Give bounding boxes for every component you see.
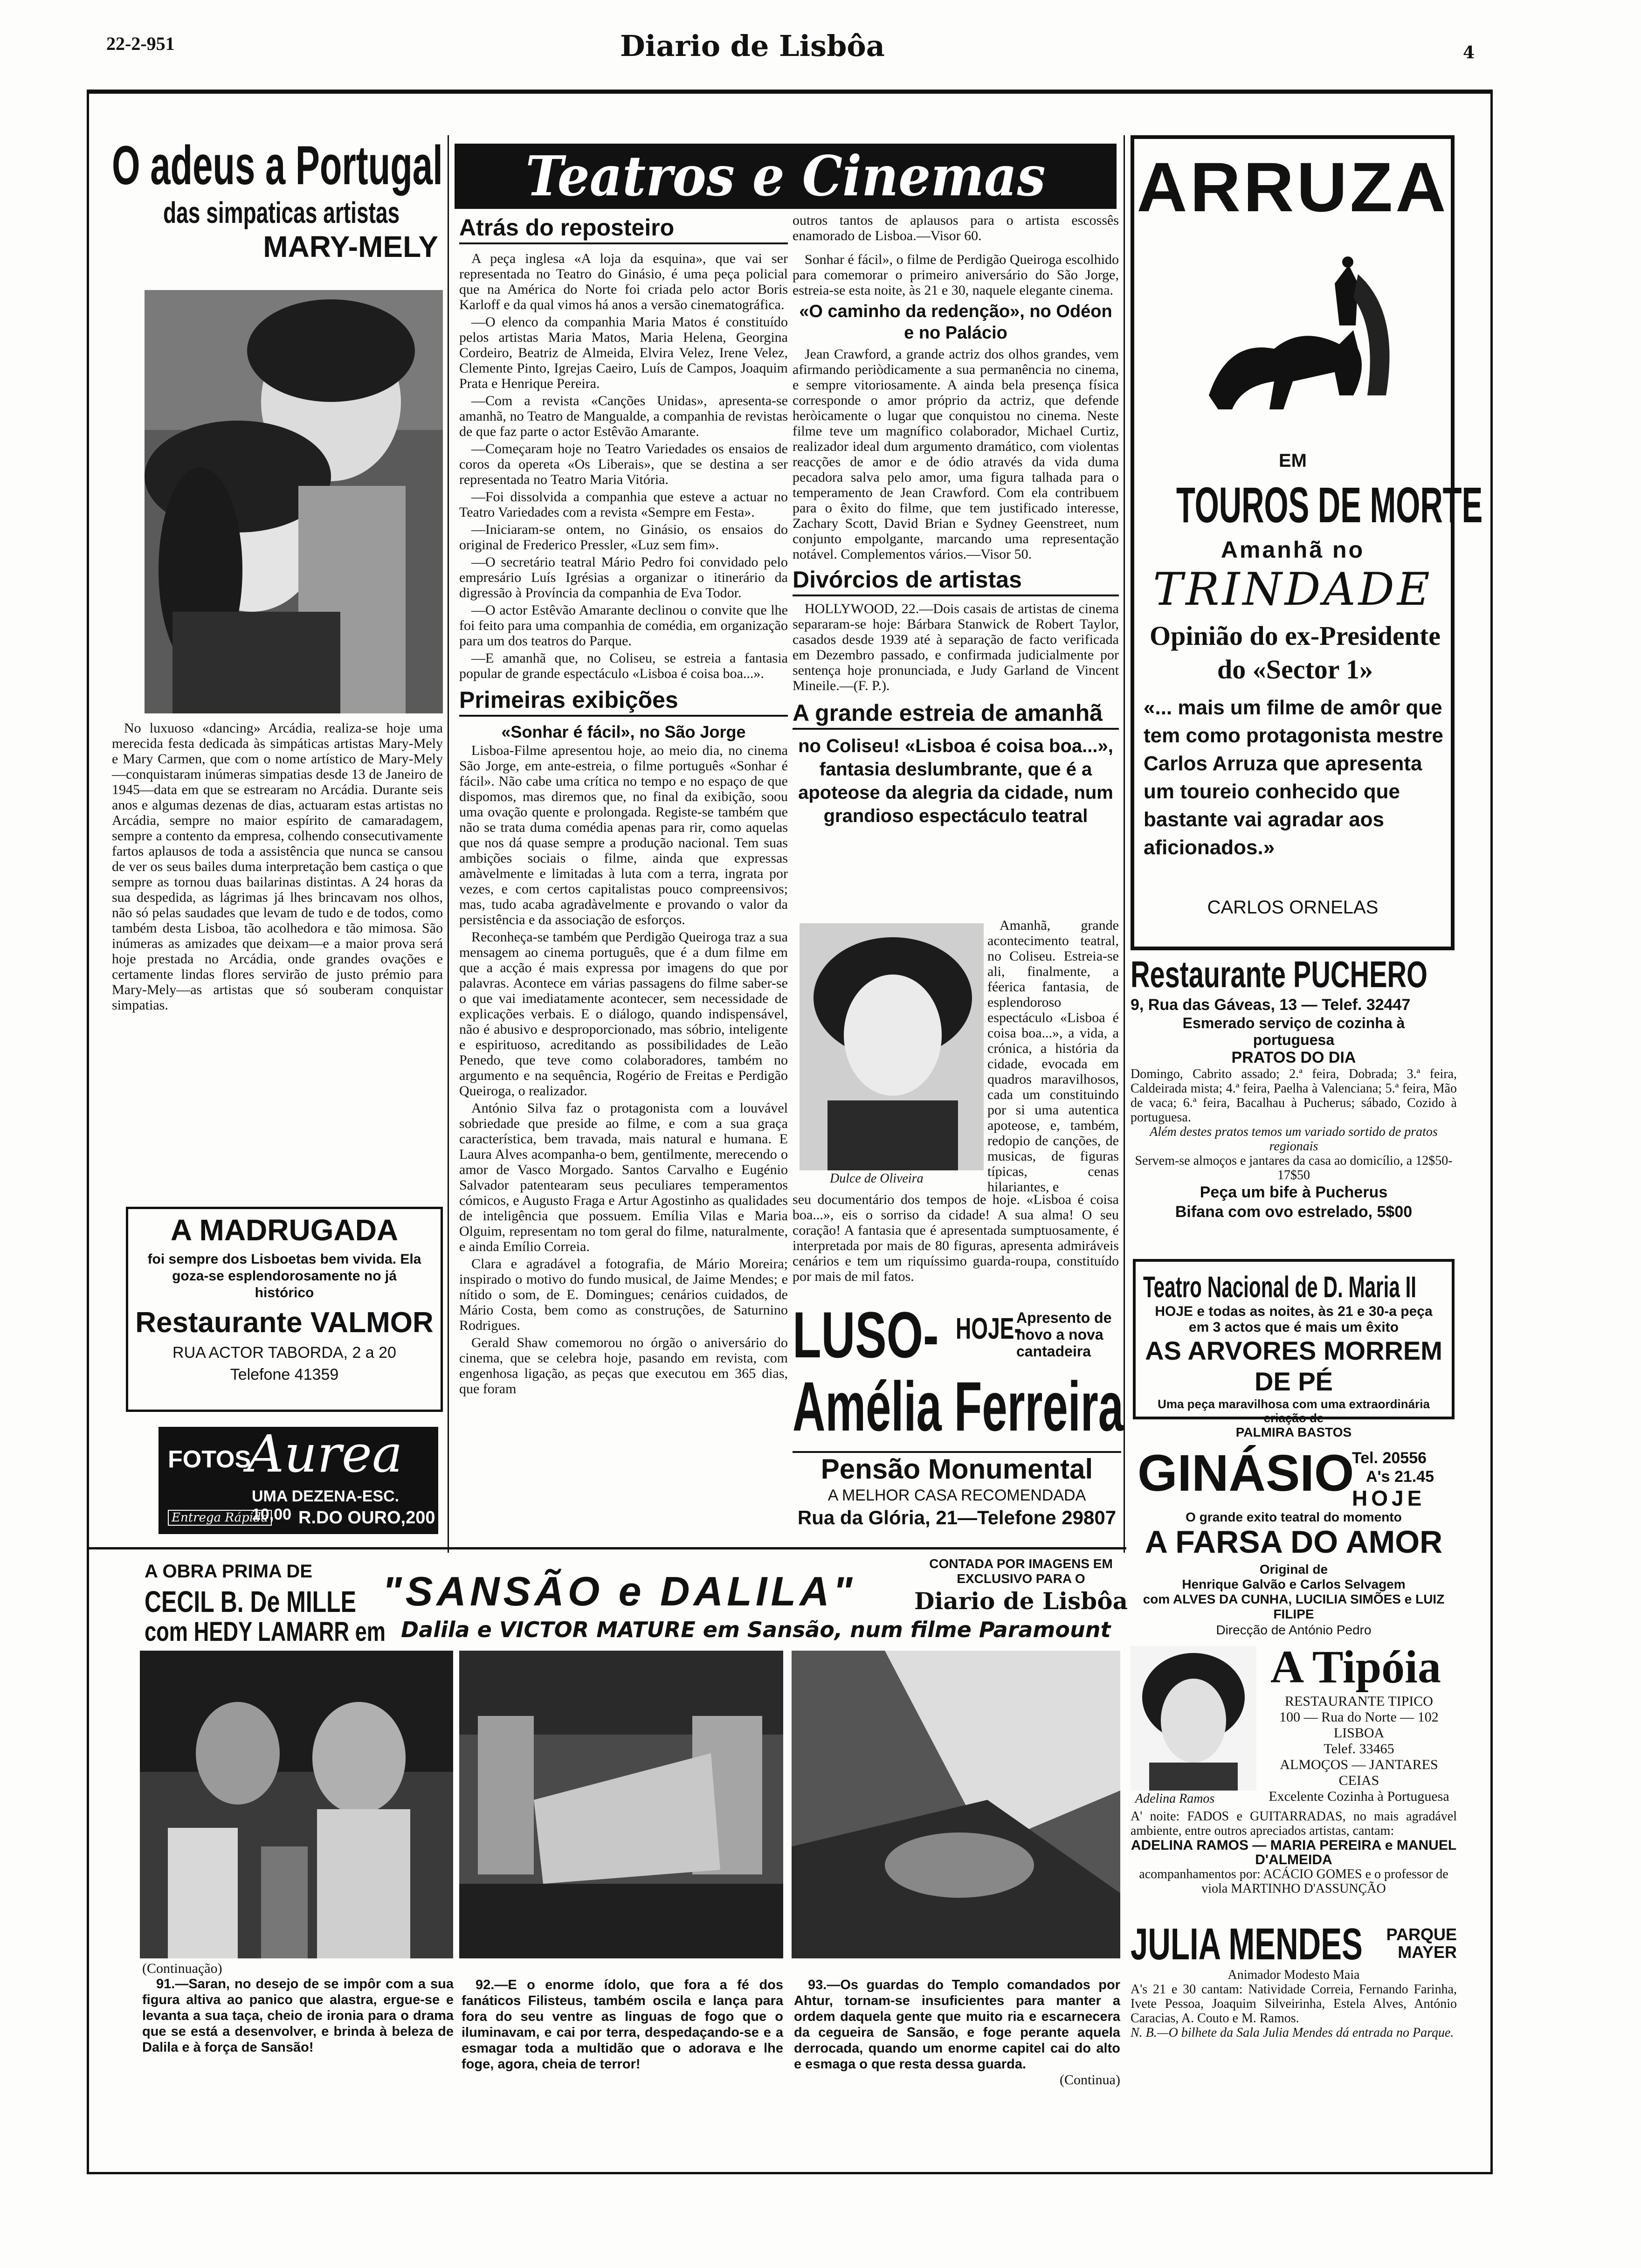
fotos-tag: Entrega Rápida xyxy=(168,1510,272,1526)
adeus-headline: O adeus a Portugal xyxy=(112,135,443,196)
sansao-photo-93-image xyxy=(792,1651,1120,1958)
sansao-sub: Dalila e VICTOR MATURE em Sansão, num filme Paramount xyxy=(401,1617,1111,1642)
madrugada-phone: Telefone 41359 xyxy=(230,1366,339,1383)
sansao-photo-91 xyxy=(140,1651,453,1958)
tipoia-l5: ALMOÇOS — JANTARES xyxy=(1280,1757,1438,1772)
madrugada-restaurant: Restaurante VALMOR xyxy=(135,1307,434,1339)
dmaria-title: Teatro Nacional de D. Maria II xyxy=(1143,1270,1417,1304)
col3-redencao-title: «O caminho da redenção», no Odéon e no Palácio xyxy=(799,302,1112,343)
puchero-service: Esmerado serviço de cozinha à portuguesa xyxy=(1182,1015,1405,1048)
col3-p0: outros tantos de aplausos para o artista escossês enamorado de Lisboa.—Visor 60. xyxy=(793,213,1119,243)
luso-ad xyxy=(793,1298,1124,1448)
sansao-continuacao: (Continuação) xyxy=(142,1961,222,1976)
tipoia-ad xyxy=(1131,1641,1457,1916)
page-number: 4 xyxy=(1463,43,1475,62)
ginasio-time: A's 21.45 xyxy=(1366,1468,1434,1486)
arruza-em: EM xyxy=(1279,450,1307,471)
col3-lower-text xyxy=(793,1192,1119,1286)
ginasio-play: A FARSA DO AMOR xyxy=(1145,1524,1443,1560)
fotos-line1: UMA DEZENA-ESC. 10,00 xyxy=(252,1487,400,1523)
primeiras-p5: Gerald Shaw comemorou no órgão o aniversário do cinema, que se celebra hoje, pasando em revista, com engenhosa ligação, as peças que executou em 365 dias, que foram xyxy=(459,1335,788,1397)
reposteiro-p5: —Foi dissolvida a companhia que esteve a actuar no Teatro Variedades com a revista «Sempre em Festa». xyxy=(459,489,788,520)
arruza-quote: «... mais um filme de amôr que tem como protagonista mestre Carlos Arruza que apresenta um toureio conhecido que bastante vai agradar aos aficionados.» xyxy=(1144,696,1444,859)
primeiras-title: Primeiras exibições xyxy=(459,685,788,717)
reposteiro-p9: —E amanhã que, no Coliseu, se estreia a fantasia popular de grande espectáculo «Lisboa é coisa boa...». xyxy=(459,650,788,681)
col3-wrap-text xyxy=(987,918,1119,1196)
luso-hoje: HOJE- xyxy=(956,1312,1021,1345)
dmaria-play: AS ARVORES MORREM DE PÉ xyxy=(1145,1336,1442,1396)
col3-p5: seu documentário dos tempos de hoje. «Lisboa é coisa boa...», eis o sorriso da cidade! A sua alma! O seu coração! A fantasia que é apresentada sumptuosamente, é interpretada por mais de 80 figuras, apresenta admiráveis cenários e tem um riquíssimo guarda-roupa, constituído por mais de mil fatos. xyxy=(793,1192,1119,1284)
arruza-opiniao: Opinião do ex-Presidente do «Sector 1» xyxy=(1149,621,1441,685)
arruza-ad xyxy=(1131,135,1483,950)
tipoia-l2: 100 — Rua do Norte — 102 xyxy=(1279,1709,1439,1725)
sansao-contada: CONTADA POR IMAGENS EM EXCLUSIVO PARA O xyxy=(929,1556,1113,1586)
sansao-continua: (Continua) xyxy=(1060,2072,1120,2088)
pensao-sub: A MELHOR CASA RECOMENDADA xyxy=(827,1487,1086,1504)
frame-right xyxy=(1490,90,1493,2174)
page-date: 22-2-951 xyxy=(106,33,175,54)
sansao-header xyxy=(140,1553,1128,1647)
sansao-title: "SANSÃO e DALILA" xyxy=(382,1568,856,1614)
tipoia-title: A Tipóia xyxy=(1270,1641,1441,1693)
fotos-brand: FOTOS xyxy=(168,1446,251,1473)
primeiras-p4: Clara e agradável a fotografia, de Mário Moreira; inspirado o motivo do fundo musical, de Jaime Mendes; e nítido o som, de E. Domingues; cenários cuidados, de Mário Costa, bem como as construções, de Saturnino Rodrigues. xyxy=(459,1256,788,1333)
puchero-title: Restaurante PUCHERO xyxy=(1131,954,1427,995)
adeus-body xyxy=(112,720,443,1015)
puchero-address: 9, Rua das Gáveas, 13 — Telef. 32447 xyxy=(1131,996,1411,1014)
sansao-top-rule xyxy=(87,1547,1126,1549)
sansao-c92: 92.—E o enorme ídolo, que fora a fé dos fanáticos Filisteus, também oscila e lança para fora do seu ventre as linguas de fogo que o iluminavam, e cai por terra, despedaçando-se e a esmagar toda a multidão que o adorava e lhe foge, agora, cheia de terror! xyxy=(462,1978,783,2072)
dmaria-actor: PALMIRA BASTOS xyxy=(1235,1425,1352,1439)
masthead-rule xyxy=(87,90,1493,94)
sansao-caption-91 xyxy=(142,1961,454,2055)
col3-p1: Sonhar é fácil», o filme de Perdigão Queiroga escolhido para comemorar o primeiro aniversário do São Jorge, estreia-se esta noite, às 21 e 30, naquele elegante cinema. xyxy=(793,252,1119,298)
teatros-col2 xyxy=(459,213,788,1398)
primeiras-p3: António Silva faz o protagonista com a louvável sobriedade que preside ao filme, e com a sua graça característica, bem travada, mais natural e humana. E Laura Alves acompanha-o bem, gentilmente, merecendo o amor de Vasco Morgado. Santos Carvalho e Eugénio Salvador patentearam seus peculiares temperamentos cómicos, e Augusto Fraga e Artur Agostinho as qualidades de inteligência que possuem. Emília Vilas e Maria Olguim, representam no tom geral do filme, naturalmente, e ainda Emílio Correia. xyxy=(459,1100,788,1254)
puchero-pratos: PRATOS DO DIA xyxy=(1231,1049,1356,1066)
tipoia-info xyxy=(1261,1694,1457,1805)
dulce-caption: Dulce de Oliveira xyxy=(830,1171,924,1186)
ginasio-l3: Henrique Galvão e Carlos Selvagem xyxy=(1182,1577,1406,1591)
col3-estreia-title: A grande estreia de amanhã xyxy=(793,698,1119,730)
sansao-cecil: CECIL B. De MILLE xyxy=(145,1585,356,1618)
dmaria-l1: HOJE e todas as noites, às 21 e 30-a peça em 3 actos que é mais um êxito xyxy=(1155,1304,1433,1335)
tipoia-l3: LISBOA xyxy=(1333,1725,1385,1741)
madrugada-title: A MADRUGADA xyxy=(170,1213,399,1247)
adelina-ramos-photo xyxy=(1131,1646,1256,1791)
sansao-caption-92 xyxy=(462,1977,783,2072)
mary-mely-photo xyxy=(145,290,443,713)
col3-p2: Jean Crawford, a grande actriz dos olhos grandes, vem afirmando periòdicamente a sua permanência no cinema, e sempre vitoriosamente. A ainda bela presença física corresponde o amor próprio da actriz, que defende heròicamente o lugar que conquistou no cinema. Neste filme teve um magnífico colaborador, Michael Curtiz, realizador ideal dum argumento dramático, com violentas reacções de amor e de ódio através da vida duma pecadora salva pelo amor, uma figura talhada para o temperamento de Jean Crawford. Com ela contribuem para o êxito do filme, que tem justificado interesse, Zachary Scott, David Brian e Sydney Geenstreet, num conjunto empolgante, marcando uma representação notável. Complementos vários.—Visor 50. xyxy=(793,346,1119,562)
sansao-obra: A OBRA PRIMA DE xyxy=(145,1561,312,1582)
masthead-title: Diario de Lisbôa xyxy=(620,29,885,63)
sansao-c93: 93.—Os guardas do Templo comandados por Ahtur, tornam-se insuficientes para manter a ordem daquela gente que muito ria e escarnecera da cegueira de Sansão, e foge perante aquela derrocada, quando um enorme capitel cai do alto e esmaga o que resta dessa guarda. xyxy=(794,1978,1120,2072)
reposteiro-p7: —O secretário teatral Mário Pedro foi convidado pelo empresário Luís Igrésias a organizar o itinerário da digressão à Província da companhia de Eva Todor. xyxy=(459,554,788,601)
mary-mely-photo-image xyxy=(145,290,443,713)
arruza-title: ARRUZA xyxy=(1137,148,1449,226)
frame-bottom xyxy=(87,2172,1493,2174)
sansao-c91: 91.—Saran, no desejo de se impôr com a sua figura altiva ao panico que alastra, ergue-se e levanta a sua taça, cheio de ironia para o drama que se está a desenvolver, e brinda à beleza de Dalila e à força de Sansão! xyxy=(142,1977,454,2055)
tipoia-l10: acompanhamentos por: ACÁCIO GOMES e o professor de viola MARTINHO D'ASSUNÇÃO xyxy=(1139,1867,1448,1896)
puchero-menu: Domingo, Cabrito assado; 2.ª feira, Dobrada; 3.ª feira, Caldeirada mista; 4.ª feira, Paelha à Valenciana; 5.ª feira, Mão de vaca; 6.ª feira, Bacalhau à Pucherus; sábado, Cozido à portuguesa. xyxy=(1131,1067,1457,1125)
julia-title: JULIA MENDES xyxy=(1131,1919,1363,1969)
madrugada-address: RUA ACTOR TABORDA, 2 a 20 xyxy=(172,1344,396,1362)
reposteiro-p6: —Iniciaram-se ontem, no Ginásio, os ensaios do original de Frederico Pressler, «Luz sem fim». xyxy=(459,522,788,553)
adeus-names: MARY-MELY xyxy=(263,230,438,263)
ginasio-l2: Original de xyxy=(1259,1562,1328,1577)
teatros-banner-text: Teatros e Cinemas xyxy=(525,144,1046,208)
julia-l1: Animador Modesto Maia xyxy=(1227,1968,1360,1982)
puchero-alem: Além destes pratos temos um variado sortido de pratos regionais xyxy=(1150,1125,1438,1154)
tipoia-l7: Excelente Cozinha à Portuguesa xyxy=(1269,1789,1449,1804)
madrugada-text: foi sempre dos Lisboetas bem vivida. Ela goza-se esplendorosamente no já histórico xyxy=(147,1252,421,1300)
tipoia-caption: Adelina Ramos xyxy=(1135,1791,1215,1806)
teatros-col3 xyxy=(793,213,1119,832)
madrugada-ad xyxy=(126,1207,443,1412)
sansao-caption-93 xyxy=(794,1977,1120,2088)
fotos-aurea-ad xyxy=(159,1424,438,1534)
luso-name: LUSO- xyxy=(793,1298,939,1371)
ginasio-title: GINÁSIO xyxy=(1138,1445,1354,1502)
ginasio-l1: O grande exito teatral do momento xyxy=(1186,1510,1402,1524)
tipoia-l6: CEIAS xyxy=(1338,1773,1379,1788)
primeiras-sub: «Sonhar é fácil», no São Jorge xyxy=(501,722,746,741)
tipoia-noite xyxy=(1131,1809,1457,1896)
bullfighter-illustration xyxy=(1200,256,1405,433)
tipoia-l9: ADELINA RAMOS — MARIA PEREIRA e MANUEL D'ALMEIDA xyxy=(1131,1838,1457,1867)
sansao-hedy: com HEDY LAMARR em xyxy=(145,1617,386,1647)
column-rule-1 xyxy=(448,135,449,1553)
arruza-touros: TOUROS DE MORTE xyxy=(1176,477,1483,533)
pensao-ad xyxy=(793,1451,1121,1530)
pensao-address: Rua da Glória, 21—Telefone 29807 xyxy=(797,1507,1117,1528)
dulce-photo-image xyxy=(800,923,984,1170)
julia-mendes-ad xyxy=(1131,1921,1457,2040)
dmaria-ad xyxy=(1133,1259,1455,1439)
reposteiro-p2: —O elenco da companhia Maria Matos é constituído pelos artistas Maria Matos, Maria Helena, Georgina Cordeiro, Beatriz de Almeida, Elvira Velez, Irene Velez, Clemente Pinto, Igrejas Caeiro, Luís de Campos, Joaquim Prata e Henrique Pereira. xyxy=(459,314,788,391)
dulce-oliveira-photo xyxy=(800,923,984,1170)
col3-lead: no Coliseu! «Lisboa é coisa boa...», fantasia deslumbrante, que é a apoteose da alegria da cidade, num grandioso espectáculo teatral xyxy=(798,736,1113,826)
julia-parque: PARQUE MAYER xyxy=(1386,1925,1457,1962)
adelina-photo-image xyxy=(1131,1646,1256,1791)
dmaria-l2: Uma peça maravilhosa com uma extraordinária criação de xyxy=(1158,1397,1430,1425)
col3-p4: Amanhã, grande acontecimento teatral, no Coliseu. Estreia-se ali, finalmente, a féerica fantasia, de esplendoroso espectáculo «Lisboa é coisa boa...», a vida, a crónica, a história da cidade, evocada em quadros maravilhosos, cada um constituindo por si uma autentica apoteose, e, também, redopio de canções, de musicas, de figuras típicas, cenas hilariantes, e xyxy=(987,918,1119,1195)
luso-artist: Amélia Ferreira xyxy=(793,1367,1124,1445)
fotos-line2: R.DO OURO,200 xyxy=(298,1508,435,1528)
fotos-name: Aurea xyxy=(247,1424,403,1484)
primeiras-p2: Reconheça-se também que Perdigão Queiroga traz a sua mensagem ao cinema português, que é a dum filme em que a acção é mais expressa por imagens do que por palavras. Acontece em várias passagens do filme saber-se o que vai imediatamente acontecer, sem necessidade de explicações verbais. E o diálogo, quando indispensável, não é abusivo e desproporcionado, mas sóbrio, inteligente e espirituoso, acreditando as possibilidades de Leão Penedo, que teve como colaboradores, também no argumento e na sequência, Rogério de Freitas e Perdigão Queiroga, o realizador. xyxy=(459,929,788,1099)
ginasio-l5: Direcção de António Pedro xyxy=(1216,1623,1372,1637)
tipoia-l8: A' noite: FADOS e GUITARRADAS, no mais agradável ambiente, entre outros apreciados artistas, cantam: xyxy=(1131,1809,1457,1838)
arruza-trindade: TRINDADE xyxy=(1153,563,1433,615)
reposteiro-p3: —Com a revista «Canções Unidas», apresenta-se amanhã, no Teatro de Mangualde, a companhia de revistas de que faz parte o actor Estêvão Amarante. xyxy=(459,393,788,439)
arruza-amanha: Amanhã no xyxy=(1220,537,1365,563)
ginasio-ad xyxy=(1133,1445,1455,1641)
col3-p3: HOLLYWOOD, 22.—Dois casais de artistas de cinema separaram-se hoje: Bárbara Stanwick de Robert Taylor, casados desde 1939 até à separação de facto verificada em Dezembro passado, e confirmada judicialmente por sentença hoje pronunciada, e Judy Garland de Vincent Mineile.—(F. P.). xyxy=(793,601,1119,693)
column-rule-2 xyxy=(1124,135,1125,1553)
frame-left xyxy=(87,90,89,2174)
tipoia-l1: RESTAURANTE TIPICO xyxy=(1285,1694,1433,1709)
col3-divorcios-title: Divórcios de artistas xyxy=(793,565,1119,596)
teatros-banner xyxy=(455,144,1117,209)
ginasio-hoje: HOJE xyxy=(1352,1486,1426,1510)
puchero-peca: Peça um bife à Pucherus xyxy=(1200,1183,1388,1201)
primeiras-p1: Lisboa-Filme apresentou hoje, ao meio dia, no cinema São Jorge, em ante-estreia, o filme português «Sonhar é fácil». Não cabe uma crítica no tempo e no espaço de que dispomos, mas diremos que, no final da exibição, soou uma ovação quente e prolongada. Registe-se também que não se trata duma comédia apenas para rir, como aquelas que nos dá quase sempre a produção nacional. Tem suas ambições sociais o filme, ainda que expressas amàvelmente e limitadas à luta com a terra, ingrata por vezes, e com certos capitalistas pouco compreensivos; mas, tudo acaba agradàvelmente e provando o valor da persistência e da associação de esforços. xyxy=(459,743,788,927)
sansao-photo-92-image xyxy=(459,1651,783,1958)
ginasio-tel: Tel. 20556 xyxy=(1352,1449,1427,1467)
luso-apresenta: Apresento de novo a nova cantadeira xyxy=(1016,1309,1112,1360)
pensao-title: Pensão Monumental xyxy=(793,1451,1121,1486)
sansao-photo-91-image xyxy=(140,1651,453,1958)
arruza-author: CARLOS ORNELAS xyxy=(1207,897,1379,918)
reposteiro-p8: —O actor Estêvão Amarante declinou o convite que lhe foi feito para uma companhia de comédia, em organização para um dos teatros do Parque. xyxy=(459,602,788,649)
adeus-sub: das simpaticas artistas xyxy=(163,196,400,229)
puchero-ad xyxy=(1131,954,1457,1222)
sansao-photo-92 xyxy=(459,1651,783,1958)
adeus-article xyxy=(112,135,443,264)
sansao-diario: Diario de Lisbôa xyxy=(914,1587,1128,1615)
adeus-body-text: No luxuoso «dancing» Arcádia, realiza-se hoje uma merecida festa dedicada às simpáticas artistas Mary-Mely e Mary Carmen, que com o nome artístico de Mary-Mely—conquistaram inúmeras simpatias desde 13 de Janeiro de 1945—data em que se estrearam no Arcádia. Durante seis anos e algumas dezenas de dias, actuaram estas artistas no Arcádia, sempre no maior espírito de camaradagem, sempre a contento da empresa, colhendo consecutivamente fartos aplausos de toda a assistência que nunca se cansou de ver os seus bailes duma interpretação bem castiça o que sempre as tornou duas bailarinas distintas. A 24 horas da sua despedida, as lágrimas já lhes brincavam nos olhos, não só pelas saudades que levam de tudo e de todos, como também desta Lisboa, tão acolhedora e tão mimosa. São inúmeras as amizades que deixam—e a maior prova será hoje prestada no Arcádia, onde grandes ovações e certamente lindas flores servirão de justo prémio para Mary-Mely—as artistas que só souberam conquistar simpatias. xyxy=(112,720,443,1013)
tipoia-l4: Telef. 33465 xyxy=(1324,1741,1394,1756)
ginasio-l4: com ALVES DA CUNHA, LUCILIA SIMÕES e LUIZ FILIPE xyxy=(1143,1592,1445,1621)
sansao-photo-93 xyxy=(792,1651,1120,1958)
reposteiro-p1: A peça inglesa «A loja da esquina», que vai ser representada no Teatro do Ginásio, é uma peça policial que na América do Norte foi criada pelo actor Boris Karloff e da qual vimos há anos a versão cinematográfica. xyxy=(459,251,788,312)
julia-l3: N. B.—O bilhete da Sala Julia Mendes dá entrada no Parque. xyxy=(1131,2026,1454,2040)
reposteiro-title: Atrás do reposteiro xyxy=(459,213,788,244)
reposteiro-p4: —Começaram hoje no Teatro Variedades os ensaios de coros da opereta «Os Liberais», que se destina a ser representada no Teatro Maria Vitória. xyxy=(459,441,788,487)
puchero-bifana: Bifana com ovo estrelado, 5$00 xyxy=(1175,1203,1413,1221)
puchero-servem: Servem-se almoços e jantares da casa ao domicílio, a 12$50-17$50 xyxy=(1135,1154,1453,1182)
julia-l2: A's 21 e 30 cantam: Natividade Correia, Fernando Farinha, Ivete Pessoa, Joaquim Silveirinha, Estela Alves, António Caracias, A. Couto e M. Ramos. xyxy=(1131,1982,1457,2026)
